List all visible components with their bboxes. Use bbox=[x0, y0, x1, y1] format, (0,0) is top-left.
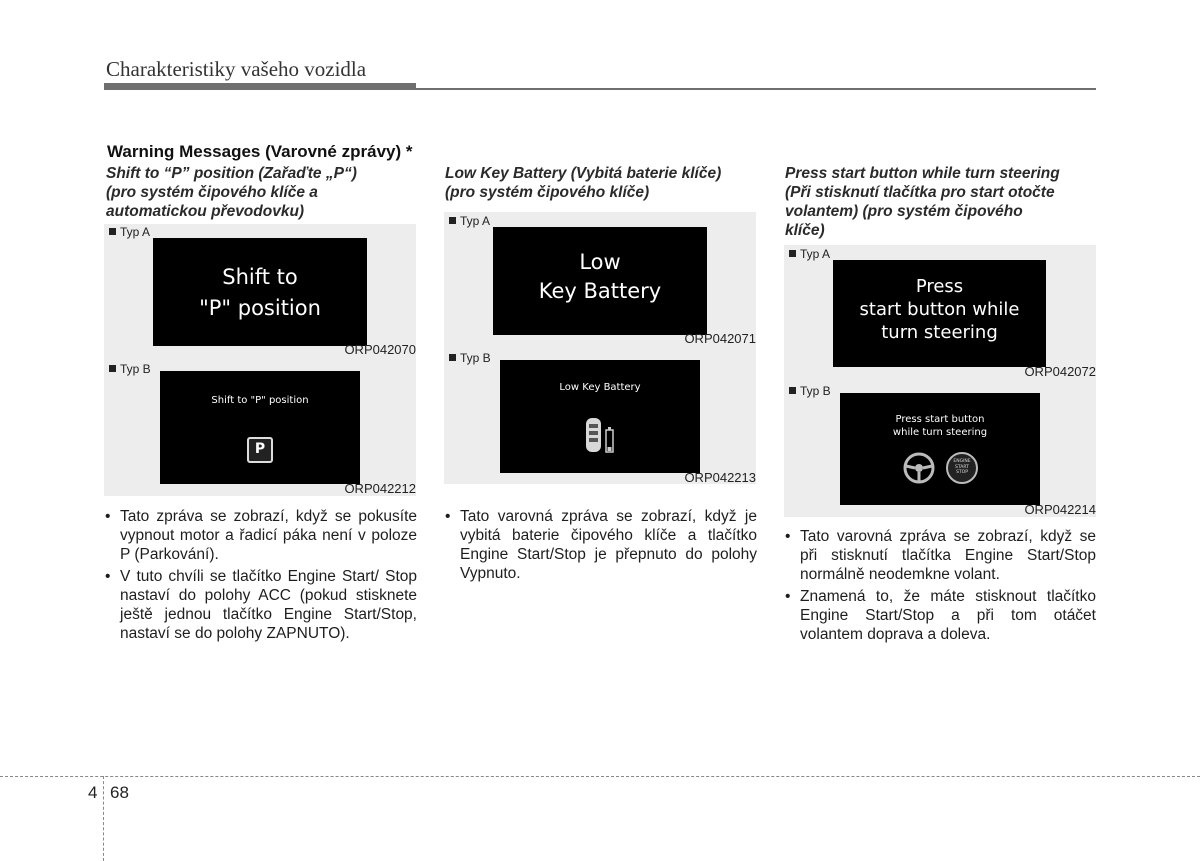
screen-text-line: while turn steering bbox=[892, 427, 988, 438]
bullet-item: • Tato zpráva se zobrazí, když se pokusíte vypnout motor a řadicí páka není v poloze P (Parkování). bbox=[104, 507, 417, 564]
figure-code: ORP042213 bbox=[684, 470, 756, 485]
park-icon-letter: P bbox=[254, 441, 266, 457]
heading-line: klíče) bbox=[785, 222, 825, 239]
display-screen bbox=[153, 238, 367, 346]
section-title: Warning Messages (Varovné zprávy) * bbox=[107, 142, 413, 161]
figure-code: ORP042214 bbox=[1024, 502, 1096, 517]
bullet-list bbox=[104, 507, 417, 646]
display-screen bbox=[160, 371, 360, 484]
square-bullet-icon bbox=[449, 354, 456, 361]
screen-text-line: turn steering bbox=[881, 322, 998, 343]
typ-label-text: Typ B bbox=[460, 351, 491, 365]
column-low-key-battery bbox=[445, 164, 757, 202]
figure-panel-typ-b bbox=[444, 348, 756, 484]
figure-code: ORP042070 bbox=[344, 342, 416, 357]
heading-line: volantem) (pro systém čipového bbox=[785, 203, 1023, 220]
bullet-item: • Znamená to, že máte stisknout tlačítko Engine Start/Stop a při tom otáčet volantem doprava a doleva. bbox=[784, 587, 1096, 644]
smart-key-battery-icon bbox=[583, 416, 619, 456]
square-bullet-icon bbox=[109, 365, 116, 372]
typ-a-label bbox=[109, 225, 150, 239]
heading-line: automatickou převodovku) bbox=[106, 203, 305, 220]
display-screen bbox=[500, 360, 700, 473]
chapter-number: 4 bbox=[88, 783, 98, 802]
screen-text-line: Shift to bbox=[222, 265, 298, 289]
screen-text-line: Press bbox=[915, 276, 964, 297]
running-header: Charakteristiky vašeho vozidla bbox=[106, 57, 367, 81]
screen-text-line: Press start button bbox=[895, 414, 985, 425]
heading-line: Low Key Battery (Vybitá baterie klíče) bbox=[445, 165, 722, 182]
typ-b-label bbox=[449, 351, 491, 365]
screen-text-line: Low bbox=[579, 250, 621, 274]
engine-button-text: START bbox=[955, 464, 969, 470]
park-icon bbox=[247, 437, 273, 463]
figure-panel-typ-b bbox=[784, 381, 1096, 517]
heading-line: Press start button while turn steering bbox=[785, 165, 1060, 182]
bullet-list bbox=[444, 507, 757, 586]
heading-line: (pro systém čipového klíče) bbox=[445, 184, 650, 201]
square-bullet-icon bbox=[789, 387, 796, 394]
column-shift-to-p bbox=[106, 164, 418, 221]
screen-text-line: Low Key Battery bbox=[559, 382, 641, 393]
figure-panel-typ-a bbox=[104, 224, 416, 360]
column-heading bbox=[106, 164, 418, 221]
typ-label-text: Typ A bbox=[460, 214, 491, 228]
typ-label-text: Typ A bbox=[120, 225, 151, 239]
figure-code: ORP042071 bbox=[684, 331, 756, 346]
figure-panel-typ-b bbox=[104, 360, 416, 496]
column-heading bbox=[445, 164, 757, 202]
figure-code: ORP042212 bbox=[344, 481, 416, 496]
heading-line: (pro systém čipového klíče a bbox=[106, 184, 318, 201]
typ-label-text: Typ A bbox=[800, 247, 831, 261]
square-bullet-icon bbox=[449, 217, 456, 224]
typ-a-label bbox=[789, 247, 830, 261]
bullet-item: • V tuto chvíli se tlačítko Engine Start/ Stop nastaví do polohy ACC (pokud stisknete ještě jednou tlačítko Engine Start/Stop, nastaví se do polohy ZAPNUTO). bbox=[104, 567, 417, 643]
figure-panel-typ-a bbox=[784, 245, 1096, 381]
square-bullet-icon bbox=[109, 228, 116, 235]
heading-line: Shift to “P” position (Zařaďte „P“) bbox=[106, 165, 357, 182]
square-bullet-icon bbox=[789, 250, 796, 257]
footer-vertical-dashed-rule bbox=[103, 776, 104, 861]
page-number: 68 bbox=[110, 783, 129, 802]
bullet-item: • Tato varovná zpráva se zobrazí, když se při stisknutí tlačítka Engine Start/Stop normálně neodemkne volant. bbox=[784, 527, 1096, 584]
typ-label-text: Typ B bbox=[800, 384, 831, 398]
column-press-start-button bbox=[785, 164, 1097, 240]
display-screen bbox=[833, 260, 1046, 367]
screen-text-line: "P" position bbox=[199, 296, 321, 320]
display-screen bbox=[493, 227, 707, 335]
screen-text-line: Key Battery bbox=[538, 279, 662, 303]
engine-button-text: STOP bbox=[956, 470, 968, 475]
screen-text-line: start button while bbox=[859, 299, 1020, 320]
display-screen bbox=[840, 393, 1040, 505]
footer-dashed-rule bbox=[0, 776, 1200, 777]
screen-text-line: Shift to "P" position bbox=[211, 395, 309, 406]
steering-wheel-icon bbox=[902, 451, 936, 485]
bullet-item: • Tato varovná zpráva se zobrazí, když je vybitá baterie čipového klíče a tlačítko Engine Start/Stop je přepnuto do polohy Vypnuto. bbox=[444, 507, 757, 583]
engine-start-stop-icon bbox=[946, 452, 978, 484]
engine-button-text: ENGINE bbox=[953, 459, 971, 464]
bullet-list bbox=[784, 527, 1096, 647]
typ-b-label bbox=[109, 362, 151, 376]
figure-panel-typ-a bbox=[444, 212, 756, 348]
typ-a-label bbox=[449, 214, 490, 228]
column-heading bbox=[785, 164, 1097, 240]
heading-line: (Při stisknutí tlačítka pro start otočte bbox=[785, 184, 1055, 201]
typ-b-label bbox=[789, 384, 831, 398]
typ-label-text: Typ B bbox=[120, 362, 151, 376]
header-rule-thick bbox=[104, 83, 416, 90]
header-rule-thin bbox=[416, 88, 1096, 90]
figure-code: ORP042072 bbox=[1024, 364, 1096, 379]
